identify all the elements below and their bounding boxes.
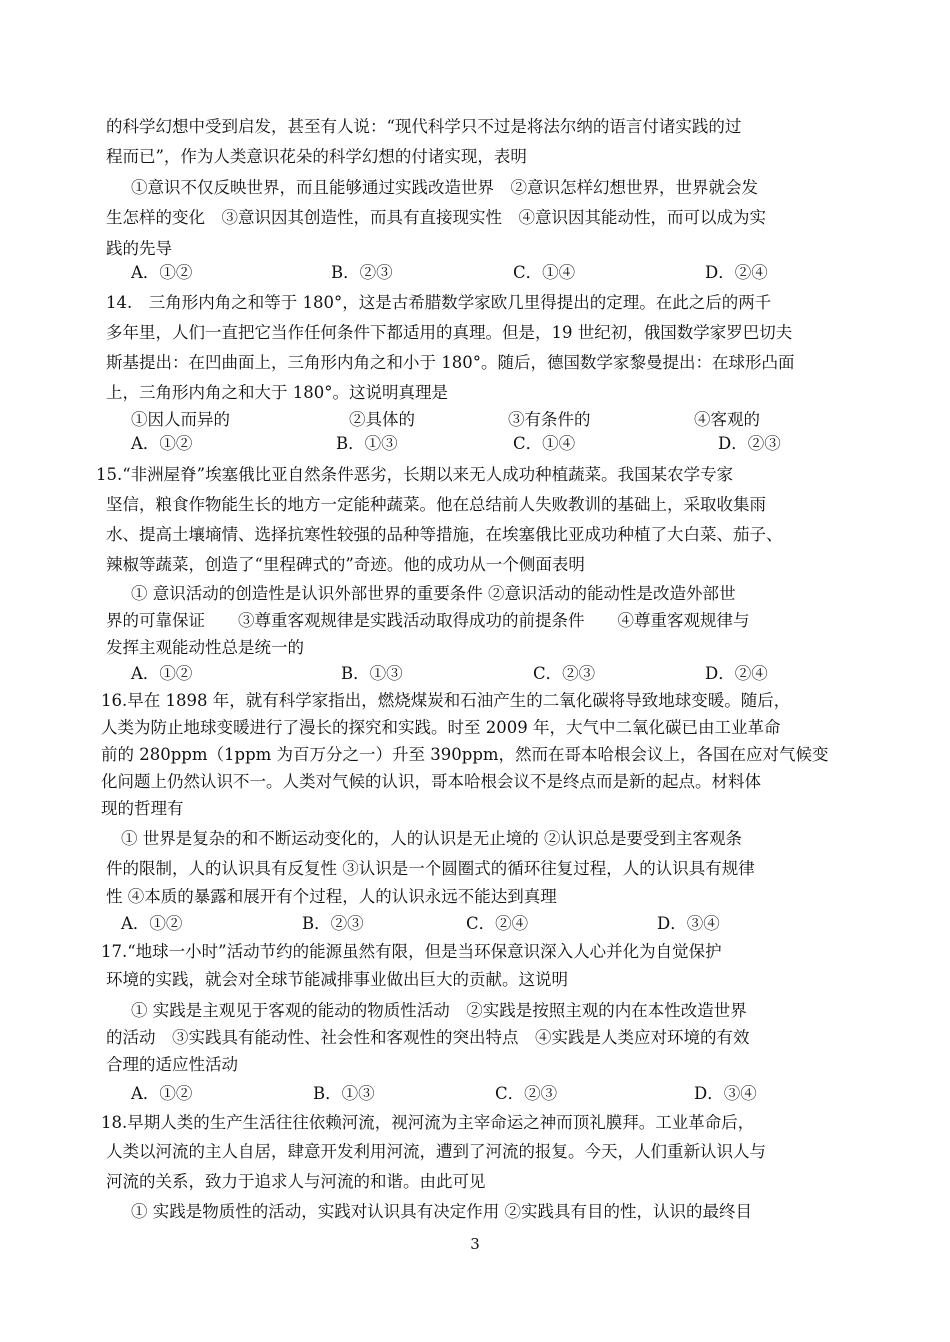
q17-option-a[interactable]: A．①② bbox=[131, 1084, 193, 1103]
q13-stem-line-2: 程而已”，作为人类意识花朵的科学幻想的付诸实现，表明 bbox=[106, 147, 527, 166]
q18-stem-line-3: 河流的关系，致力于追求人与河流的和谐。由此可见 bbox=[106, 1172, 486, 1191]
q17-statements-line-2: 的活动 ③实践具有能动性、社会性和客观性的突出特点 ④实践是人类应对环境的有效 bbox=[106, 1028, 750, 1047]
q14-choice-2: ②具体的 bbox=[349, 410, 415, 429]
q14-option-a[interactable]: A．①② bbox=[131, 434, 193, 453]
q16-stem-line-1: 16.早在 1898 年，就有科学家指出，燃烧煤炭和石油产生的二氧化碳将导致地球变暖。随后， bbox=[101, 691, 791, 710]
q15-statements-line-2: 界的可靠保证 ③尊重客观规律是实践活动取得成功的前提条件 ④尊重客观规律与 bbox=[106, 611, 750, 630]
q15-stem-line-4: 辣椒等蔬菜，创造了“里程碑式的”奇迹。他的成功从一个侧面表明 bbox=[106, 555, 585, 574]
q15-option-a[interactable]: A．①② bbox=[131, 664, 193, 683]
q16-option-a[interactable]: A．①② bbox=[121, 914, 183, 933]
q14-option-b[interactable]: B．①③ bbox=[336, 434, 398, 453]
q13-statements-line-2: 生怎样的变化 ③意识因其创造性，而具有直接现实性 ④意识因其能动性，而可以成为实 bbox=[106, 208, 766, 227]
q15-options bbox=[0, 663, 950, 685]
q16-stem-line-3: 前的 280ppm（1ppm 为百万分之一）升至 390ppm，然而在哥本哈根会议上，各国在应对气候变 bbox=[101, 745, 829, 764]
q18-stem-line-1: 18.早期人类的生产生活往往依赖河流，视河流为主宰命运之神而顶礼膜拜。工业革命后， bbox=[101, 1113, 755, 1132]
q18-statements-line-1: ① 实践是物质性的活动，实践对认识具有决定作用 ②实践具有目的性，认识的最终目 bbox=[131, 1202, 752, 1221]
q17-option-d[interactable]: D．③④ bbox=[694, 1084, 757, 1103]
q14-stem-line-1: 14. 三角形内角之和等于 180°，这是古希腊数学家欧几里得提出的定理。在此之后的两千 bbox=[106, 293, 772, 312]
q13-options bbox=[0, 262, 950, 284]
q14-choices bbox=[0, 409, 950, 431]
q17-stem-line-1: 17.“地球一小时”活动节约的能源虽然有限，但是当环保意识深入人心并化为自觉保护 bbox=[101, 942, 722, 961]
q13-stem-line-1: 的科学幻想中受到启发，甚至有人说：“现代科学只不过是将法尔纳的语言付诸实践的过 bbox=[106, 117, 742, 136]
q17-option-c[interactable]: C．②③ bbox=[495, 1084, 558, 1103]
q17-stem-line-2: 环境的实践，就会对全球节能减排事业做出巨大的贡献。这说明 bbox=[106, 970, 568, 989]
q14-choice-1: ①因人而异的 bbox=[131, 410, 230, 429]
q16-option-b[interactable]: B．②③ bbox=[302, 914, 364, 933]
q16-option-d[interactable]: D．③④ bbox=[657, 914, 720, 933]
q16-stem-line-2: 人类为防止地球变暖进行了漫长的探究和实践。时至 2009 年，大气中二氧化碳已由工业革命 bbox=[101, 718, 781, 737]
q15-option-c[interactable]: C．②③ bbox=[533, 664, 596, 683]
q15-stem-line-1: 15.“非洲屋脊”埃塞俄比亚自然条件恶劣，长期以来无人成功种植蔬菜。我国某农学专家 bbox=[96, 465, 734, 484]
q15-option-b[interactable]: B．①③ bbox=[341, 664, 403, 683]
q14-choice-3: ③有条件的 bbox=[508, 410, 591, 429]
q17-statements-line-1: ① 实践是主观见于客观的能动的物质性活动 ②实践是按照主观的内在本性改造世界 bbox=[131, 1001, 747, 1020]
q16-option-c[interactable]: C．②④ bbox=[466, 914, 529, 933]
q15-statements-line-1: ① 意识活动的创造性是认识外部世界的重要条件 ②意识活动的能动性是改造外部世 bbox=[131, 584, 736, 603]
q16-statements-line-3: 性 ④本质的暴露和展开有个过程，人的认识永远不能达到真理 bbox=[106, 887, 557, 906]
q14-options bbox=[0, 433, 950, 455]
q17-option-b[interactable]: B．①③ bbox=[313, 1084, 375, 1103]
q17-statements-line-3: 合理的适应性活动 bbox=[106, 1055, 238, 1074]
q16-stem-line-4: 化问题上仍然认识不一。人类对气候的认识，哥本哈根会议不是终点而是新的起点。材料体 bbox=[101, 772, 761, 791]
q13-statements-line-1: ①意识不仅反映世界，而且能够通过实践改造世界 ②意识怎样幻想世界，世界就会发 bbox=[131, 178, 758, 197]
q14-stem-line-2: 多年里，人们一直把它当作任何条件下都适用的真理。但是，19 世纪初，俄国数学家罗巴切夫 bbox=[106, 323, 793, 342]
q14-stem-line-4: 上，三角形内角之和大于 180°。这说明真理是 bbox=[106, 383, 448, 402]
q18-stem-line-2: 人类以河流的主人自居，肆意开发利用河流，遭到了河流的报复。今天，人们重新认识人与 bbox=[106, 1142, 766, 1161]
q14-option-c[interactable]: C．①④ bbox=[513, 434, 576, 453]
q17-options bbox=[0, 1083, 950, 1105]
q13-statements-line-3: 践的先导 bbox=[106, 239, 172, 258]
q14-option-d[interactable]: D．②③ bbox=[718, 434, 781, 453]
q13-option-a[interactable]: A．①② bbox=[131, 263, 193, 282]
q16-options bbox=[0, 913, 950, 935]
q15-stem-line-3: 水、提高土壤墒情、选择抗寒性较强的品种等措施，在埃塞俄比亚成功种植了大白菜、茄子、 bbox=[106, 525, 783, 544]
q15-statements-line-3: 发挥主观能动性总是统一的 bbox=[106, 638, 304, 657]
q13-option-b[interactable]: B．②③ bbox=[331, 263, 393, 282]
q15-option-d[interactable]: D．②④ bbox=[705, 664, 768, 683]
q13-option-d[interactable]: D．②④ bbox=[705, 263, 768, 282]
q13-option-c[interactable]: C．①④ bbox=[513, 263, 576, 282]
q14-choice-4: ④客观的 bbox=[694, 410, 760, 429]
q15-stem-line-2: 坚信，粮食作物能生长的地方一定能种蔬菜。他在总结前人失败教训的基础上，采取收集雨 bbox=[106, 495, 766, 514]
q16-statements-line-2: 件的限制，人的认识具有反复性 ③认识是一个圆圈式的循环往复过程，人的认识具有规律 bbox=[106, 859, 755, 878]
q14-stem-line-3: 斯基提出：在凹曲面上，三角形内角之和小于 180°。随后，德国数学家黎曼提出：在球形凸面 bbox=[106, 353, 795, 372]
q16-stem-line-5: 现的哲理有 bbox=[101, 799, 184, 818]
q16-statements-line-1: ① 世界是复杂的和不断运动变化的，人的认识是无止境的 ②认识总是要受到主客观条 bbox=[121, 829, 742, 848]
page-number: 3 bbox=[470, 1235, 480, 1253]
